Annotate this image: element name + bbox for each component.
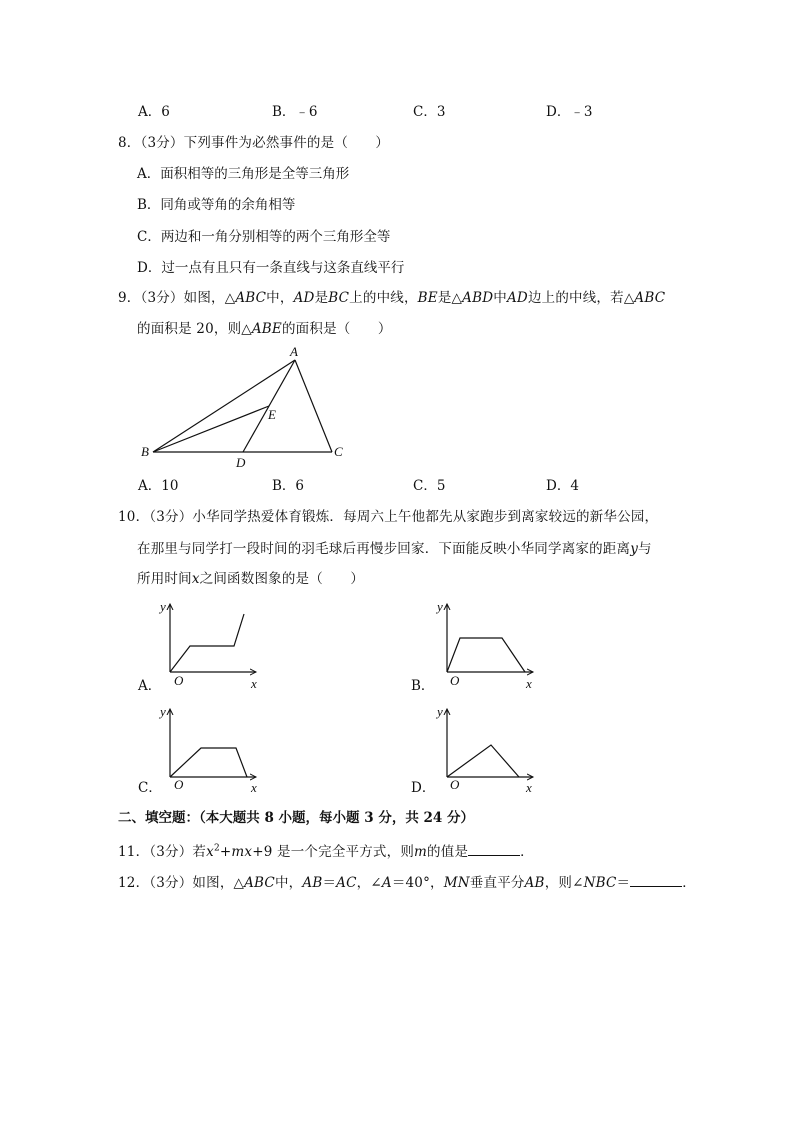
graph-d-curve [447,745,519,777]
label-b: B [141,444,149,459]
graph-a-y-label: y [160,599,166,614]
q10-option-a[interactable]: A． [138,678,162,694]
q10-option-c[interactable]: C． [138,780,162,796]
q8-option-a[interactable]: A．面积相等的三角形是全等三角形 [137,166,350,182]
graph-b-curve [447,638,525,672]
q10-stem-line2: 在那里与同学打一段时间的羽毛球后再慢步回家．下面能反映小华同学离家的距离y与 [137,541,652,557]
q8-option-b[interactable]: B．同角或等角的余角相等 [137,197,296,213]
q9-stem-line1: 9．（3分）如图，△ABC中，AD是BC上的中线，BE是△ABD中AD边上的中线，若△ABC [118,290,666,306]
graph-c-o-label: O [174,777,184,792]
graph-a-x-label: x [251,676,257,691]
graph-d-y-label: y [437,704,443,719]
q10-stem-line1: 10．（3分）小华同学热爱体育锻炼．每周六上午他都先从家跑步到离家较远的新华公园， [118,509,659,525]
q12-stem: 12．（3分）如图，△ABC中，AB＝AC，∠A＝40°，MN垂直平分AB，则∠NBC＝ ． [118,875,696,891]
label-a: A [290,344,298,359]
graph-b-x-label: x [526,676,532,691]
q7-option-a[interactable]: A．6 [138,104,170,120]
q10-option-b[interactable]: B． [411,678,435,694]
graph-d-o-label: O [450,777,460,792]
label-c: C [334,444,343,459]
graph-a-o-label: O [174,673,184,688]
graph-c [170,709,256,777]
q10-stem-line3: 所用时间x之间函数图象的是（ ） [137,571,365,587]
q9-option-c[interactable]: C．5 [413,478,446,494]
graph-c-y-label: y [160,704,166,719]
q11-stem: 11．（3分）若$x^2+mx+9$ 是一个完全平方式，则m的值是 ． [118,843,534,860]
q8-option-c[interactable]: C．两边和一角分别相等的两个三角形全等 [137,229,391,245]
graph-a [170,604,256,672]
graph-c-curve [170,748,247,777]
q9-option-a[interactable]: A．10 [138,478,179,494]
graph-a-curve [170,614,244,672]
q7-option-d[interactable]: D．﹣3 [546,104,593,120]
graph-d-x-label: x [526,780,532,795]
q9-stem-line2: 的面积是 20，则△ABE的面积是（ ） [137,321,392,337]
graph-b-y-label: y [437,599,443,614]
q12-answer-blank[interactable] [630,874,682,887]
graph-c-x-label: x [251,780,257,795]
q8-option-d[interactable]: D．过一点有且只有一条直线与这条直线平行 [137,260,405,276]
q9-option-d[interactable]: D．4 [546,478,579,494]
q9-option-b[interactable]: B．6 [272,478,305,494]
section-2-heading: 二、填空题：（本大题共 8 小题，每小题 3 分，共 24 分） [118,810,475,826]
graph-b [447,604,533,672]
label-e: E [268,407,276,422]
q7-option-c[interactable]: C．3 [413,104,446,120]
q10-option-d[interactable]: D． [411,780,436,796]
label-d: D [236,455,246,470]
graph-d [447,709,533,777]
q8-stem: 8．（3分）下列事件为必然事件的是（ ） [118,135,390,151]
q7-option-b[interactable]: B．﹣6 [272,104,318,120]
q11-answer-blank[interactable] [468,843,520,856]
graph-b-o-label: O [450,673,460,688]
